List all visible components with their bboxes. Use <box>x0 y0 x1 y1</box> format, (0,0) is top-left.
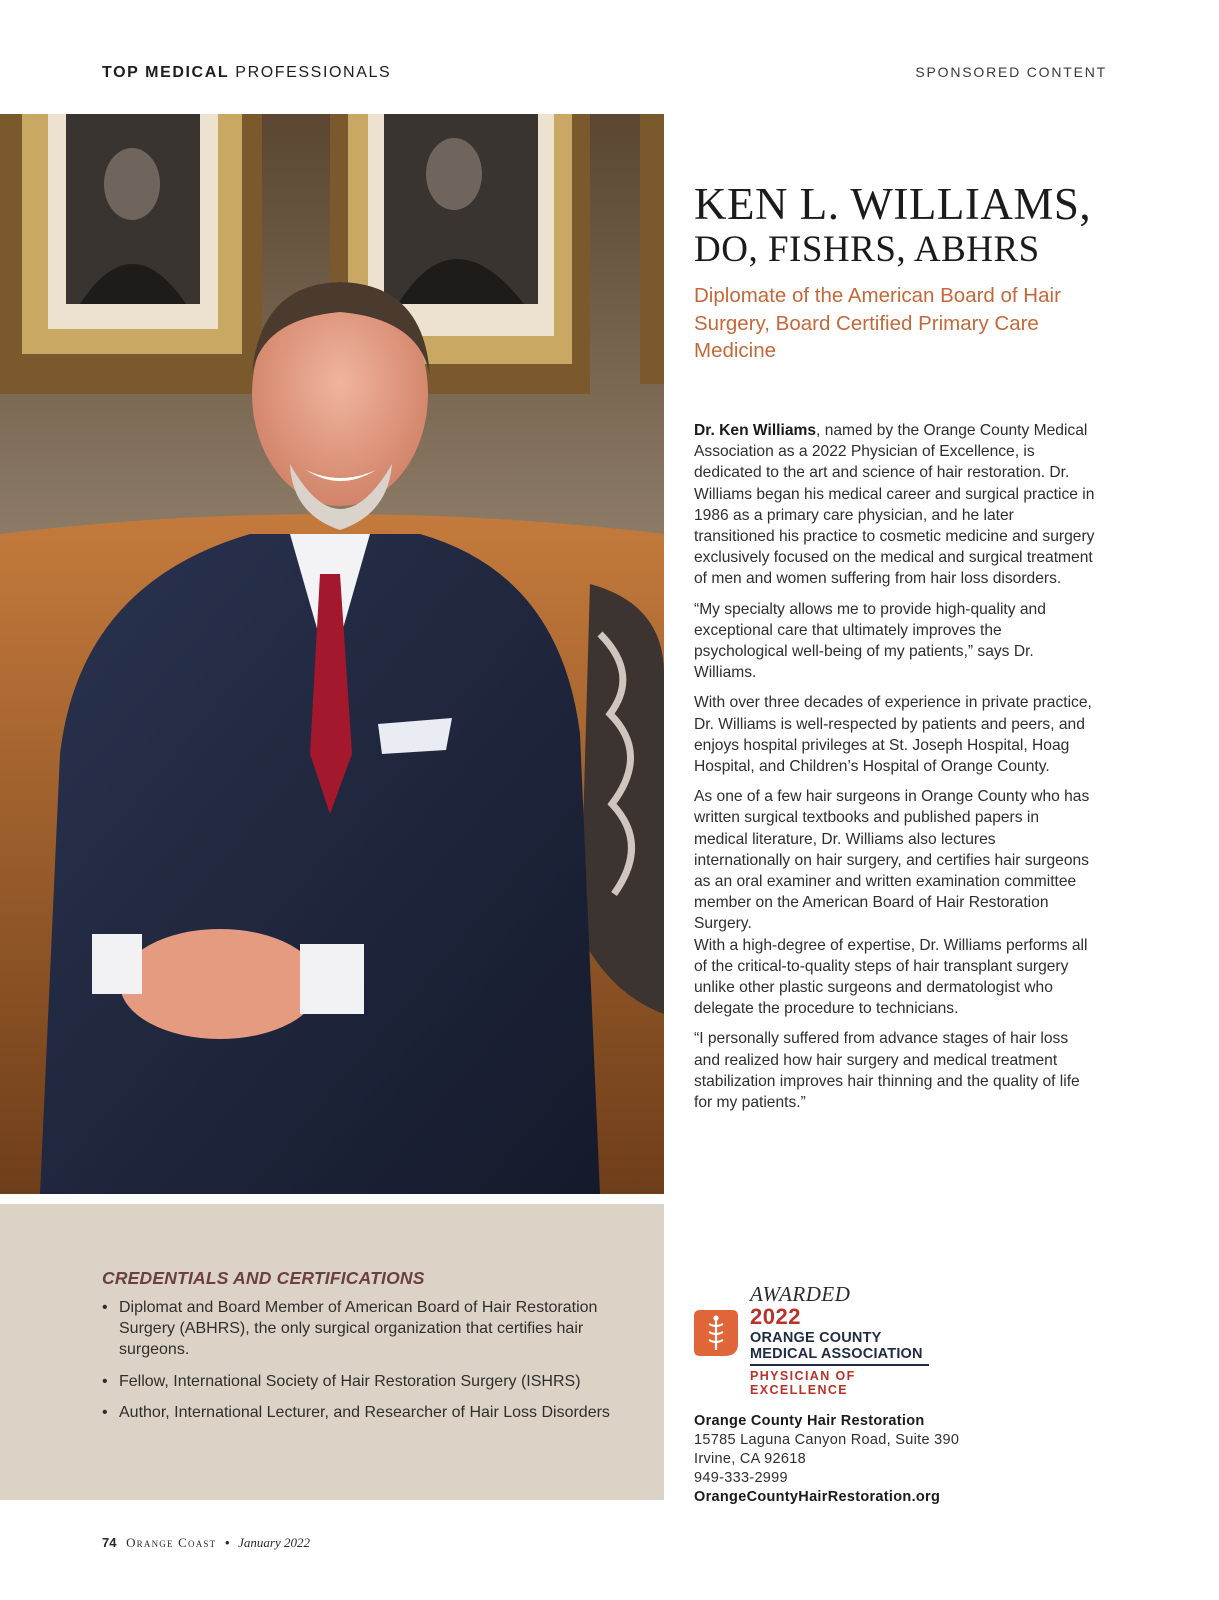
address-line1: 15785 Laguna Canyon Road, Suite 390 <box>694 1432 960 1448</box>
section-label-bold: TOP MEDICAL <box>102 64 230 81</box>
practice-name: Orange County Hair Restoration <box>694 1413 925 1429</box>
contact-block <box>694 1412 959 1507</box>
bullet-icon: • <box>102 1403 108 1421</box>
award-awarded: AWARDED <box>750 1282 851 1306</box>
bullet-icon: • <box>102 1299 108 1316</box>
address-line2: Irvine, CA 92618 <box>694 1451 807 1467</box>
award-org-line1: ORANGE COUNTY <box>750 1330 882 1346</box>
credential-text: Fellow, International Society of Hair Restoration Surgery (ISHRS) <box>119 1372 581 1390</box>
bullet-icon: • <box>102 1372 108 1390</box>
bio-text <box>694 420 1096 1122</box>
bio-paragraph <box>694 420 1096 590</box>
caduceus-icon <box>694 1310 738 1356</box>
award-year: 2022 <box>750 1304 801 1329</box>
award-tagline: PHYSICIAN OF EXCELLENCE <box>750 1369 856 1397</box>
credential-text: Diplomat and Board Member of American Board of Hair Restoration Surgery (ABHRS), the only surgical organization that certifies hair surgeons. <box>119 1299 598 1359</box>
bio-lead-text: , named by the Orange County Medical Association as a 2022 Physician of Excellence, is dedicated to the art and science of hair restoration. Dr. Williams began his medical career and surgical practice in 1986 as a primary care physician, and he later transitioned his practice to cosmetic medicine and surgery exclusively focused on the medical and surgical treatment of men and women suffering from hair loss disorders. <box>694 422 1095 588</box>
page-footer <box>102 1535 310 1551</box>
bio-sentence: As one of a few hair surgeons in Orange County who has written surgical textbooks and published papers in medical literature, Dr. Williams also lectures internationally on hair surgery, and certifies hair surgeons as an oral examiner and written examination committee member on the American Board of Hair Restoration Surgery. <box>694 788 1090 933</box>
issue-date: January 2022 <box>238 1535 310 1550</box>
section-label-rest: PROFESSIONALS <box>229 64 392 81</box>
credential-text: Author, International Lecturer, and Researcher of Hair Loss Disorders <box>119 1403 610 1421</box>
doctor-portrait-photo <box>0 114 664 1194</box>
section-label <box>102 64 391 82</box>
magazine-name: Orange Coast <box>126 1535 217 1550</box>
award-divider <box>750 1364 929 1366</box>
list-item <box>102 1371 632 1392</box>
credentials-title: CREDENTIALS AND CERTIFICATIONS <box>102 1268 425 1288</box>
bio-paragraph: “My specialty allows me to provide high-quality and exceptional care that ultimately improves the psychological well-being of my patients,” says Dr. Williams. <box>694 600 1046 682</box>
sponsored-label: SPONSORED CONTENT <box>915 64 1107 80</box>
bio-sentence: With a high-degree of expertise, Dr. Williams performs all of the critical-to-quality steps of hair transplant surgery unlike other plastic surgeons and dermatologist who delegate the procedure to technicians. <box>694 936 1088 1018</box>
award-badge <box>694 1282 954 1397</box>
page-number: 74 <box>102 1535 117 1550</box>
bio-paragraph: With over three decades of experience in private practice, Dr. Williams is well-respected by patients and peers, and enjoys hospital privileges at St. Joseph Hospital, Hoag Hospital, and Children’s Hospital of Orange County. <box>694 694 1092 776</box>
list-item <box>102 1402 632 1423</box>
footer-separator: • <box>224 1535 230 1550</box>
website-link[interactable]: OrangeCountyHairRestoration.org <box>694 1489 941 1505</box>
bio-lead-name: Dr. Ken Williams <box>694 422 817 439</box>
bio-paragraph: “I personally suffered from advance stages of hair loss and realized how hair surgery and medical treatment stabilization improves hair thinning and the quality of life for my patients.” <box>694 1030 1080 1112</box>
doctor-subtitle: Diplomate of the American Board of Hair Surgery, Board Certified Primary Care Medicine <box>694 284 1061 362</box>
bio-paragraph <box>694 786 1096 1019</box>
credentials-list <box>102 1297 632 1433</box>
phone-number: 949-333-2999 <box>694 1470 788 1486</box>
list-item <box>102 1297 632 1361</box>
doctor-name: KEN L. WILLIAMS, <box>694 179 1092 229</box>
doctor-credentials: DO, FISHRS, ABHRS <box>694 229 1040 270</box>
award-org-line2: MEDICAL ASSOCIATION <box>750 1346 923 1362</box>
